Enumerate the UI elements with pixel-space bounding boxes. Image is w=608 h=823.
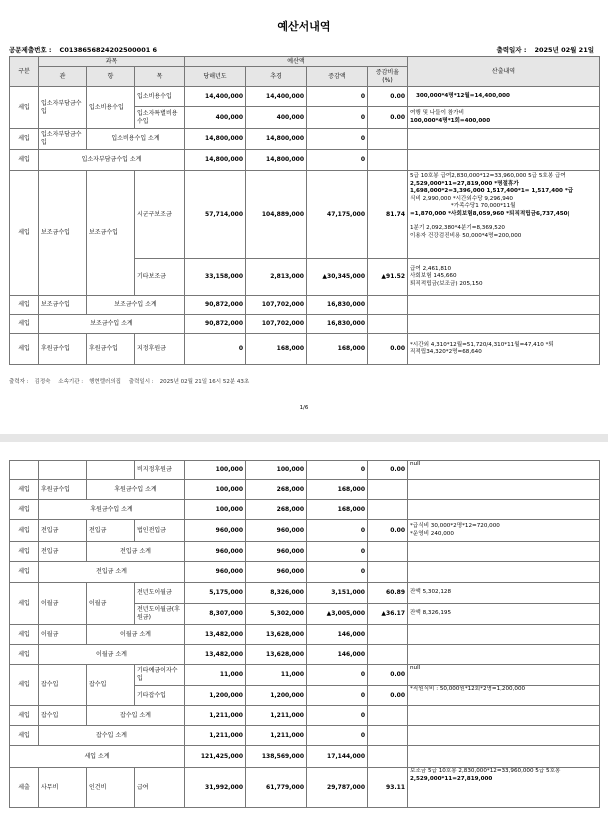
- cell-dang: 1,211,000: [185, 706, 246, 726]
- header-dang: 당해년도: [185, 67, 246, 87]
- header-mok: 목: [135, 67, 185, 87]
- cell-info: [408, 726, 600, 746]
- cell-info: [408, 171, 600, 259]
- cell-rate: [368, 296, 408, 315]
- cell-gubun: 세입: [10, 665, 39, 706]
- table-row: [10, 542, 600, 562]
- cell-chu: 2,813,000: [246, 259, 307, 296]
- table-row: [10, 315, 600, 334]
- cell-chu: 107,702,000: [246, 315, 307, 334]
- cell-rate: [368, 746, 408, 768]
- cell-hang: 전입금: [87, 520, 135, 542]
- cell-info: null: [408, 665, 600, 686]
- cell-info: *직원식비 : 50,000원*12회*2명=1,200,000: [408, 686, 600, 706]
- cell-hang: 인건비: [87, 768, 135, 808]
- cell-dang: 8,307,000: [185, 604, 246, 625]
- cell-info: null: [408, 461, 600, 480]
- cell-chu: 61,779,000: [246, 768, 307, 808]
- cell-gwan: 이월금: [39, 583, 87, 625]
- cell-gubun: 세출: [10, 768, 39, 808]
- cell-mok: 입소비용수입: [135, 87, 185, 107]
- page-2: [0, 442, 608, 823]
- print-date-label: 출력일자 :: [496, 46, 527, 54]
- cell-dang: 11,000: [185, 665, 246, 686]
- writer-value: 김정숙: [34, 379, 51, 385]
- cell-mok: 시군구보조금: [135, 171, 185, 259]
- cell-dang: 100,000: [185, 500, 246, 520]
- cell-mok: 기타보조금: [135, 259, 185, 296]
- cell-chu: 5,302,000: [246, 604, 307, 625]
- cell-mok: 전년도이월금(후원금): [135, 604, 185, 625]
- cell-subtotal: 입소자부담금수입 소계: [39, 150, 185, 171]
- cell-dang: 960,000: [185, 542, 246, 562]
- table-row: [10, 87, 600, 107]
- table-row: [10, 625, 600, 645]
- budget-table-page-1: [9, 56, 600, 365]
- table-row: [10, 520, 600, 542]
- header-gwan: 관: [39, 67, 87, 87]
- cell-subtotal: 전입금 소계: [87, 542, 185, 562]
- cell-dang: 960,000: [185, 520, 246, 542]
- cell-rate: 0.00: [368, 686, 408, 706]
- table-row: [10, 706, 600, 726]
- cell-dang: 14,800,000: [185, 150, 246, 171]
- cell-info: [408, 500, 600, 520]
- cell-info: [408, 259, 600, 296]
- cell-gubun: 세입: [10, 129, 39, 150]
- cell-dang: 13,482,000: [185, 625, 246, 645]
- table-row: [10, 334, 600, 365]
- info-line: *운영비 240,000: [410, 530, 454, 537]
- cell-subtotal: 전입금 소계: [39, 562, 185, 583]
- info-line: 이용자 건강검진비용 50,000*4명=200,000: [410, 232, 522, 239]
- cell-jg: 17,144,000: [307, 746, 368, 768]
- info-line: 100,000*4명*1회=400,000: [410, 117, 491, 124]
- cell-rate: [368, 480, 408, 500]
- header-gwamok: 과목: [39, 57, 185, 67]
- cell-chu: 14,800,000: [246, 129, 307, 150]
- cell-gubun: 세입: [10, 726, 39, 746]
- cell-jg: ▲3,005,000: [307, 604, 368, 625]
- cell-dang: 1,200,000: [185, 686, 246, 706]
- table-row: [10, 296, 600, 315]
- info-line: 1,698,000*2=3,396,000 1,517,400*1= 1,517,400 *급: [410, 188, 574, 194]
- cell-jg: 168,000: [307, 500, 368, 520]
- cell-chu: 14,400,000: [246, 87, 307, 107]
- cell-chu: 960,000: [246, 520, 307, 542]
- cell-gwan: 후원금수입: [39, 334, 87, 365]
- info-line: 퇴직적립금(보조금) 205,150: [410, 280, 483, 287]
- cell-dang: 5,175,000: [185, 583, 246, 604]
- cell-dang: 121,425,000: [185, 746, 246, 768]
- cell-info: 잔액 8,326,195: [408, 604, 600, 625]
- cell-chu: 268,000: [246, 480, 307, 500]
- cell-info: 300,000*4명*12월=14,400,000: [408, 87, 600, 107]
- cell-chu: 100,000: [246, 461, 307, 480]
- cell-subtotal: 잡수입 소계: [87, 706, 185, 726]
- table-row: [10, 583, 600, 604]
- cell-gwan: 입소자부담금수입: [39, 129, 87, 150]
- cell-chu: 13,628,000: [246, 645, 307, 665]
- cell-rate: 93.11: [368, 768, 408, 808]
- cell-jg: 0: [307, 461, 368, 480]
- cell-hang: 잡수입: [87, 665, 135, 706]
- cell-dang: 100,000: [185, 461, 246, 480]
- cell-info: [408, 150, 600, 171]
- cell-gwan: 전입금: [39, 520, 87, 542]
- cell-jg: 0: [307, 107, 368, 129]
- info-line: =1,870,000 *사회보험8,059,960 *퇴직적립금6,737,450|: [410, 210, 570, 217]
- cell-rate: [368, 315, 408, 334]
- cell-mok: 기타예금이자수입: [135, 665, 185, 686]
- cell-gwan: 잡수입: [39, 706, 87, 726]
- header-yesan: 예산액: [185, 57, 408, 67]
- cell-dang: 33,158,000: [185, 259, 246, 296]
- cell-dang: 0: [185, 334, 246, 365]
- cell-subtotal: 잡수입 소계: [39, 726, 185, 746]
- cell-gubun: 세입: [10, 87, 39, 129]
- cell-subtotal: 세입 소계: [10, 746, 185, 768]
- table-row: [10, 746, 600, 768]
- cell-mok: 입소자특별비용수입: [135, 107, 185, 129]
- print-footer: [9, 377, 255, 385]
- cell-chu: 1,200,000: [246, 686, 307, 706]
- cell-rate: 0.00: [368, 107, 408, 129]
- cell-info: [408, 315, 600, 334]
- cell-rate: [368, 645, 408, 665]
- cell-subtotal: 입소비용수입 소계: [87, 129, 185, 150]
- cell-jg: 168,000: [307, 334, 368, 365]
- cell-jg: 29,787,000: [307, 768, 368, 808]
- cell-gubun: 세입: [10, 480, 39, 500]
- info-line: *시간외 4,310*12월=51,720/4,310*11월=47,410 *퇴: [410, 341, 554, 348]
- cell-rate: 0.00: [368, 665, 408, 686]
- cell-gwan: 사무비: [39, 768, 87, 808]
- document-title: 예산서내역: [277, 20, 331, 33]
- cell-mok: 법인전입금: [135, 520, 185, 542]
- cell-dang: 1,211,000: [185, 726, 246, 746]
- cell-jg: 146,000: [307, 645, 368, 665]
- cell-gubun: 세입: [10, 500, 39, 520]
- cell-chu: 13,628,000: [246, 625, 307, 645]
- cell-rate: ▲36.17: [368, 604, 408, 625]
- header-jeunggam: 증감액: [307, 67, 368, 87]
- cell-info: [408, 645, 600, 665]
- cell-jg: 47,175,000: [307, 171, 368, 259]
- cell-dang: 90,872,000: [185, 296, 246, 315]
- cell-rate: 0.00: [368, 461, 408, 480]
- cell-dang: 90,872,000: [185, 315, 246, 334]
- info-line: 직적립34,320*2명=68,640: [410, 349, 482, 355]
- header-hang: 항: [87, 67, 135, 87]
- info-line: 급여 2,461,810: [410, 265, 452, 272]
- cell-rate: [368, 542, 408, 562]
- info-line: *급식비 30,000*2명*12=720,000: [410, 523, 500, 529]
- cell-info: [408, 562, 600, 583]
- cell-dang: 31,992,000: [185, 768, 246, 808]
- cell-chu: 268,000: [246, 500, 307, 520]
- cell-chu: 11,000: [246, 665, 307, 686]
- cell-dang: 14,800,000: [185, 129, 246, 150]
- cell-chu: 1,211,000: [246, 706, 307, 726]
- table-row: [10, 461, 600, 480]
- cell-gubun: 세입: [10, 625, 39, 645]
- cell-chu: 14,800,000: [246, 150, 307, 171]
- cell-chu: 107,702,000: [246, 296, 307, 315]
- cell-dang: 13,482,000: [185, 645, 246, 665]
- info-line: [410, 218, 597, 225]
- cell-subtotal: 이월금 소계: [39, 645, 185, 665]
- cell-hang: 입소비용수입: [87, 87, 135, 129]
- cell-rate: 60.89: [368, 583, 408, 604]
- cell-mok: 기타잡수입: [135, 686, 185, 706]
- doc-number-value: C0138656824202500001 6: [59, 46, 158, 54]
- cell-rate: [368, 706, 408, 726]
- cell-chu: 1,211,000: [246, 726, 307, 746]
- cell-subtotal: 후원금수입 소계: [39, 500, 185, 520]
- cell-rate: 0.00: [368, 520, 408, 542]
- cell-mok: 전년도이월금: [135, 583, 185, 604]
- cell-gubun: 세입: [10, 583, 39, 625]
- cell-hang: 이월금: [87, 583, 135, 625]
- info-line: 식비 2,990,000 *시간외수당 9,296,940: [410, 195, 513, 202]
- header-sanchul: 산출내역: [408, 57, 600, 87]
- cell-mok: 지정후원금: [135, 334, 185, 365]
- table-row: [10, 768, 600, 808]
- doc-number: [9, 45, 157, 54]
- cell-jg: 0: [307, 726, 368, 746]
- table-row: [10, 645, 600, 665]
- cell-gwan: 전입금: [39, 542, 87, 562]
- cell-info: [408, 107, 600, 129]
- cell-jg: 0: [307, 562, 368, 583]
- table-row: [10, 171, 600, 259]
- cell-info: [408, 542, 600, 562]
- cell-mok: 급여: [135, 768, 185, 808]
- cell-info: [408, 334, 600, 365]
- table-row: [10, 480, 600, 500]
- cell-subtotal: 보조금수입 소계: [87, 296, 185, 315]
- cell-jg: 168,000: [307, 480, 368, 500]
- cell-info: [408, 768, 600, 808]
- cell-gubun: 세입: [10, 562, 39, 583]
- cell-gwan: 이월금: [39, 625, 87, 645]
- cell-info: [408, 746, 600, 768]
- org-value: 행현렐러의집: [89, 379, 121, 385]
- cell-jg: 0: [307, 706, 368, 726]
- cell-rate: 81.74: [368, 171, 408, 259]
- cell-info: [408, 706, 600, 726]
- cell-jg: 0: [307, 520, 368, 542]
- cell-jg: ▲30,345,000: [307, 259, 368, 296]
- header-gubun: 구분: [10, 57, 39, 87]
- cell-chu: 104,889,000: [246, 171, 307, 259]
- cell-jg: 16,830,000: [307, 296, 368, 315]
- table-row: [10, 500, 600, 520]
- cell-gubun: 세입: [10, 315, 39, 334]
- cell-info: [408, 296, 600, 315]
- cell-rate: [368, 625, 408, 645]
- header-chugyeong: 추경: [246, 67, 307, 87]
- info-line: 여행 및 나들이 참가비: [410, 110, 464, 116]
- table-row: [10, 150, 600, 171]
- cell-gubun: [10, 461, 39, 480]
- cell-rate: 0.00: [368, 87, 408, 107]
- print-date-value: 2025년 02월 21일: [534, 46, 594, 54]
- cell-jg: 16,830,000: [307, 315, 368, 334]
- cell-chu: 168,000: [246, 334, 307, 365]
- cell-hang: 후원금수입: [87, 334, 135, 365]
- cell-rate: [368, 150, 408, 171]
- doc-number-label: 공문제출번호 :: [9, 46, 52, 54]
- org-label: 소속기관 :: [58, 379, 84, 385]
- budget-table-page-2: [9, 460, 600, 808]
- info-line: *가족수당1 70,000*11월: [410, 203, 516, 209]
- cell-dang: 14,400,000: [185, 87, 246, 107]
- info-line: 5급 10호봉 급여2,830,000*12=33,960,000 5급 5호봉 급여: [410, 173, 566, 179]
- cell-rate: [368, 562, 408, 583]
- cell-rate: 0.00: [368, 334, 408, 365]
- cell-mok: 비지정후원금: [135, 461, 185, 480]
- cell-dang: 57,714,000: [185, 171, 246, 259]
- cell-subtotal: 보조금수입 소계: [39, 315, 185, 334]
- table-row: [10, 726, 600, 746]
- print-date: [496, 45, 594, 54]
- header-rate: 증감비율 (%): [368, 67, 408, 87]
- cell-jg: 0: [307, 87, 368, 107]
- table-row: [10, 562, 600, 583]
- cell-gubun: 세입: [10, 150, 39, 171]
- cell-hang: 보조금수입: [87, 171, 135, 296]
- cell-rate: ▲91.52: [368, 259, 408, 296]
- info-line: 보조금 5급 10호봉 2,830,000*12=33,960,000 5급 5호봉: [410, 768, 561, 774]
- cell-subtotal: 이월금 소계: [87, 625, 185, 645]
- cell-jg: 0: [307, 686, 368, 706]
- cell-dang: 100,000: [185, 480, 246, 500]
- cell-chu: 400,000: [246, 107, 307, 129]
- cell-jg: 146,000: [307, 625, 368, 645]
- info-line: 2,529,000*11=27,819,000 *명절휴가: [410, 180, 519, 187]
- cell-gubun: 세입: [10, 520, 39, 542]
- cell-chu: 138,569,000: [246, 746, 307, 768]
- cell-gwan: 보조금수입: [39, 296, 87, 315]
- cell-info: [408, 480, 600, 500]
- cell-gwan: 후원금수입: [39, 480, 87, 500]
- cell-dang: 960,000: [185, 562, 246, 583]
- cell-gubun: 세입: [10, 645, 39, 665]
- page-number: 1/6: [299, 405, 309, 411]
- cell-jg: 0: [307, 129, 368, 150]
- cell-chu: 960,000: [246, 542, 307, 562]
- cell-gwan: 입소자부담금수입: [39, 87, 87, 129]
- info-line: 사회보험 145,660: [410, 273, 457, 280]
- cell-gwan: 잡수입: [39, 665, 87, 706]
- time-label: 출력일시 :: [128, 379, 154, 385]
- info-line: 2,529,000*11=27,819,000: [410, 775, 493, 782]
- cell-dang: 400,000: [185, 107, 246, 129]
- info-line: 1분기 2,092,380*4분기=8,369,520: [410, 225, 505, 231]
- cell-rate: [368, 500, 408, 520]
- time-value: 2025년 02월 21일 16시 52분 43초: [159, 379, 250, 385]
- cell-gubun: 세입: [10, 542, 39, 562]
- cell-info: [408, 129, 600, 150]
- cell-jg: 0: [307, 542, 368, 562]
- cell-jg: 3,151,000: [307, 583, 368, 604]
- cell-jg: 0: [307, 150, 368, 171]
- cell-info: 잔액 5,302,128: [408, 583, 600, 604]
- cell-hang: [87, 461, 135, 480]
- cell-rate: [368, 726, 408, 746]
- cell-chu: 8,326,000: [246, 583, 307, 604]
- cell-gwan: 보조금수입: [39, 171, 87, 296]
- cell-gubun: 세입: [10, 334, 39, 365]
- cell-gubun: 세입: [10, 296, 39, 315]
- cell-rate: [368, 129, 408, 150]
- cell-chu: 960,000: [246, 562, 307, 583]
- writer-label: 출력자 :: [9, 379, 29, 385]
- cell-gwan: [39, 461, 87, 480]
- cell-gubun: 세입: [10, 706, 39, 726]
- cell-info: [408, 520, 600, 542]
- cell-gubun: 세입: [10, 171, 39, 296]
- cell-jg: 0: [307, 665, 368, 686]
- cell-info: [408, 625, 600, 645]
- cell-subtotal: 후원금수입 소계: [87, 480, 185, 500]
- table-row: [10, 129, 600, 150]
- table-row: [10, 665, 600, 686]
